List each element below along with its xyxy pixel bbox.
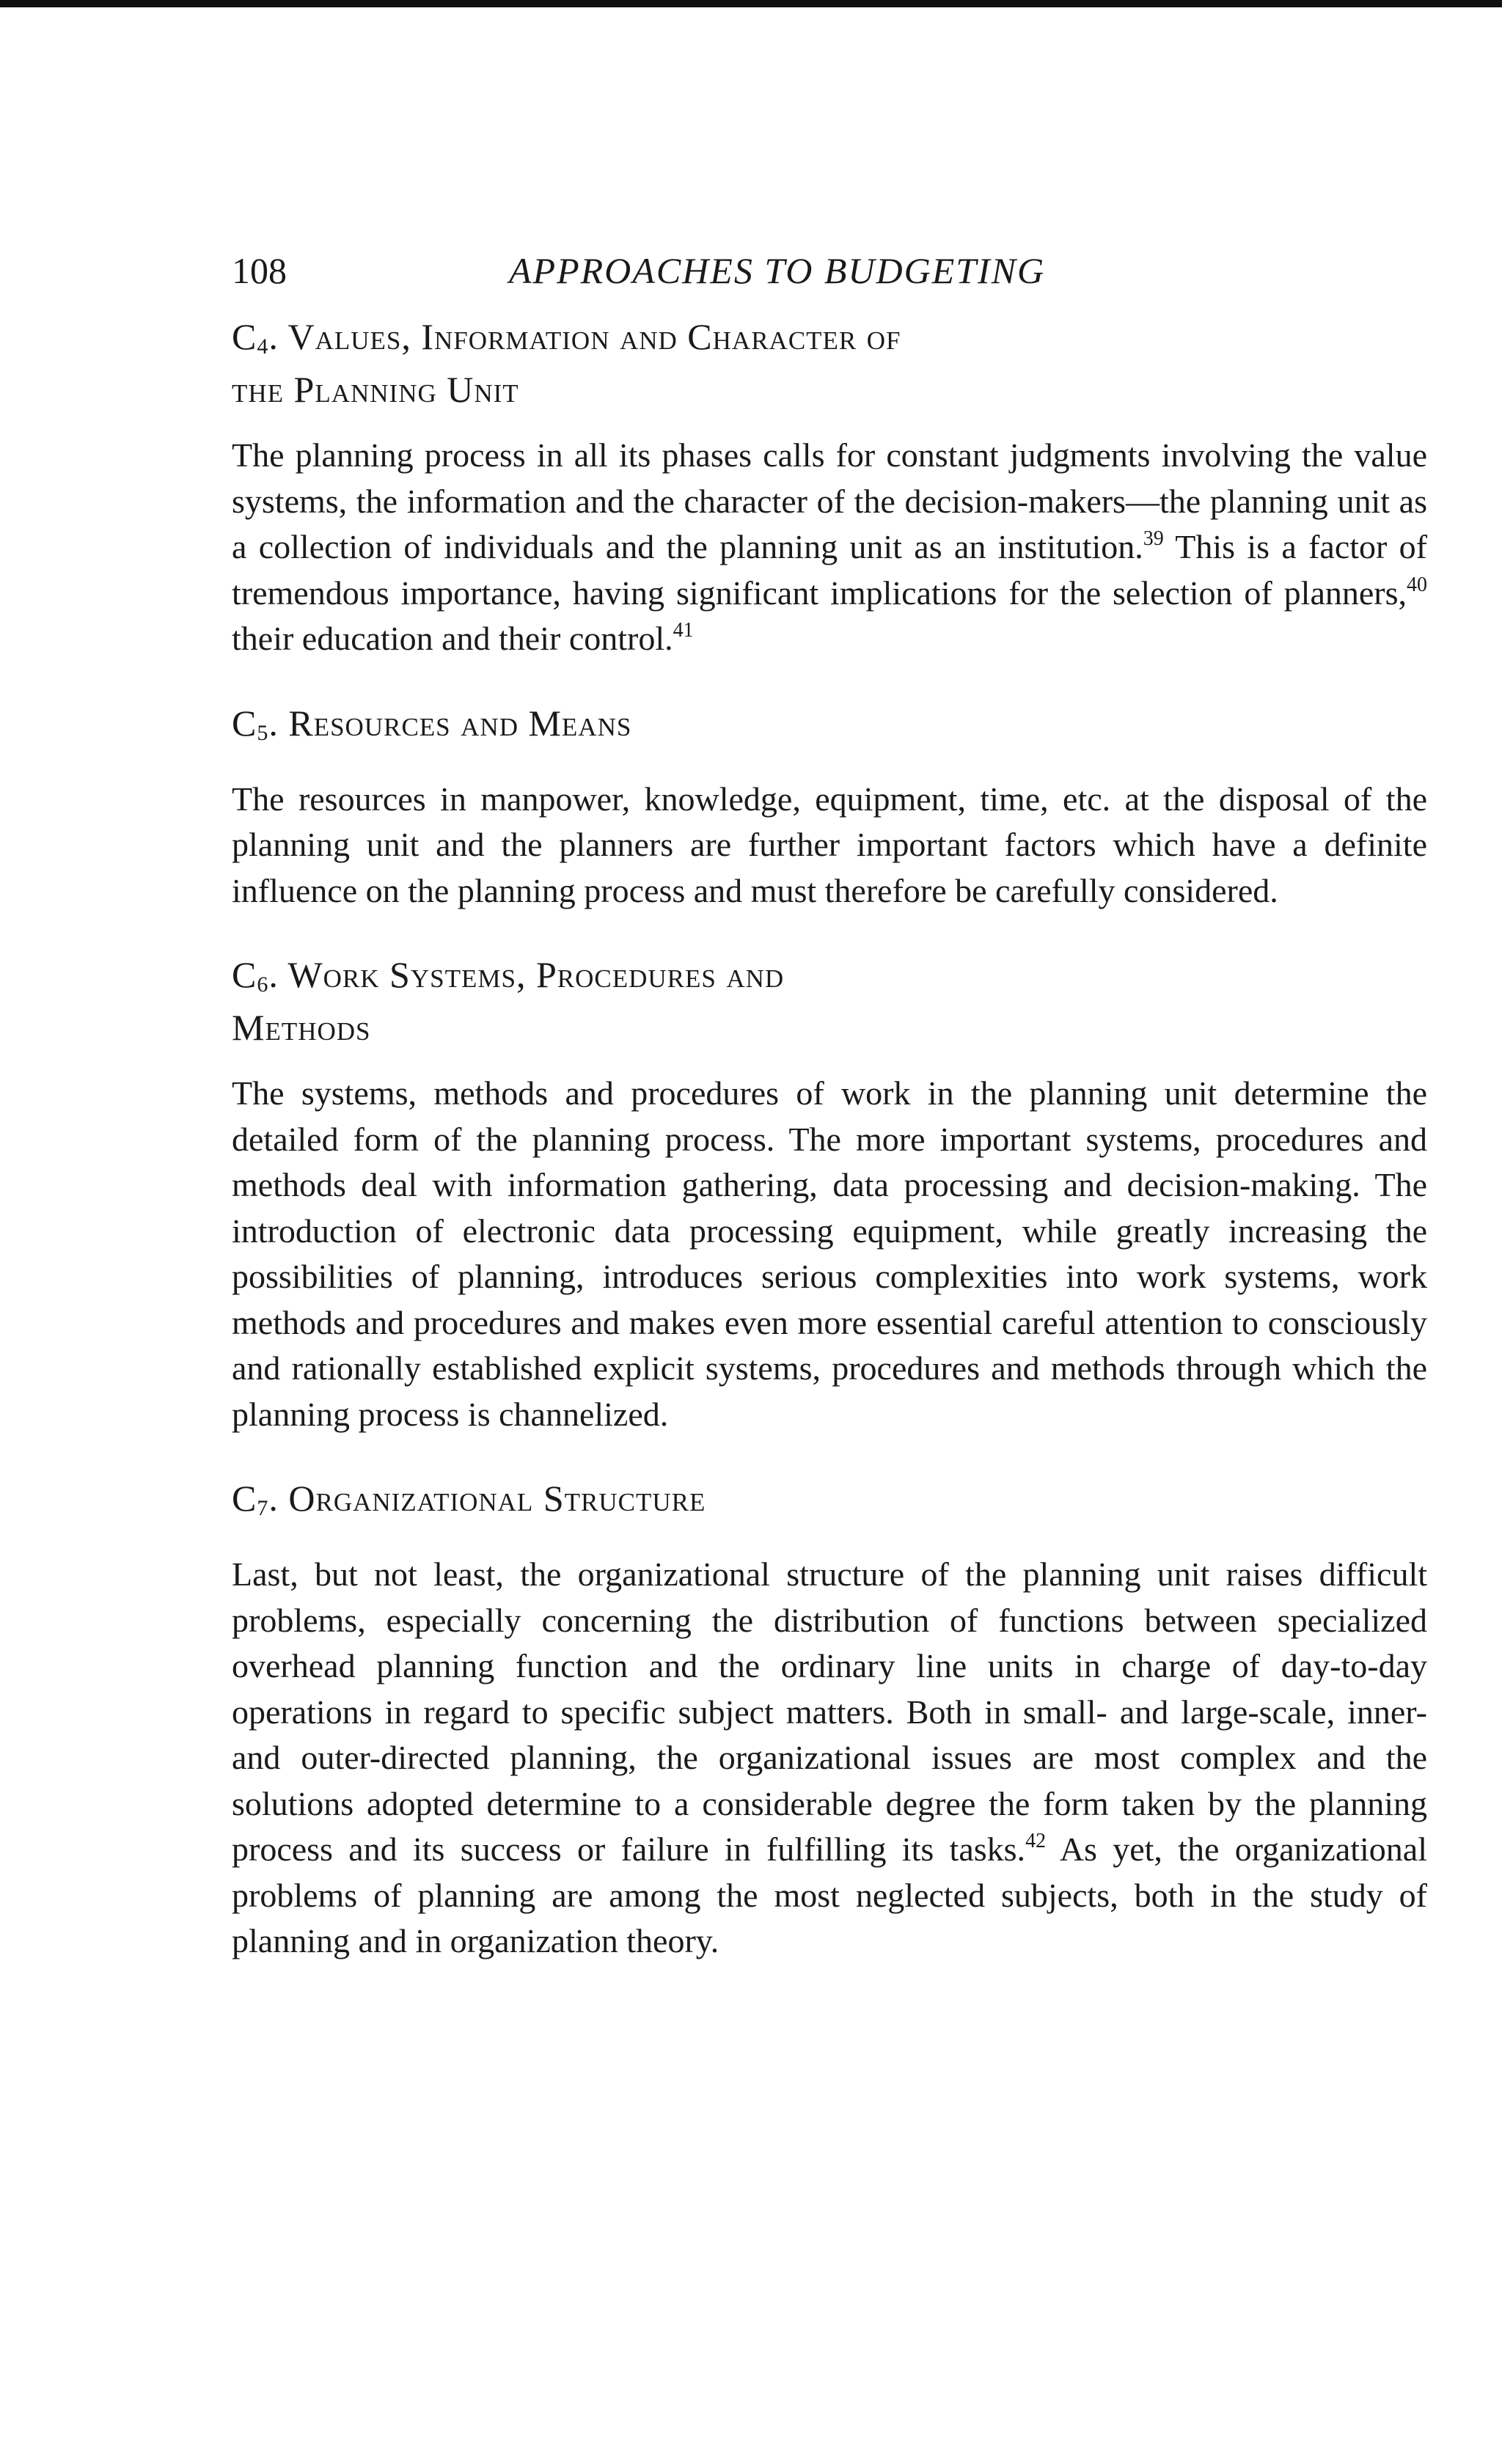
- section-number-c6: $C_6$.: [232, 954, 279, 997]
- footnote-ref-41: 41: [673, 619, 694, 642]
- section-number-c4: $C_4$.: [232, 316, 279, 359]
- section-title-c6-line1: Work Systems, Procedures and: [287, 954, 785, 995]
- section-title-c4-line2: the Planning Unit: [232, 369, 519, 410]
- section-body-c4: The planning process in all its phases calls for constant judgments involving the value systems, the information and the character of the decision-makers—the planning unit as a collection of individuals and the planning unit as an institution.$^{39}$ This is a factor of tremendous importance, having significant implications for the selection of planners,$^{40}$ their education and their control.$^{41}$: [232, 436, 1427, 657]
- section-title-c5: Resources and Means: [288, 702, 632, 744]
- section-heading-c7: [232, 1477, 1427, 1530]
- footnote-ref-40: 40: [1407, 573, 1427, 596]
- section-c4: [232, 315, 1427, 662]
- section-c5: [232, 702, 1427, 914]
- book-page: [232, 242, 1427, 1965]
- top-edge-rule: [0, 0, 1502, 7]
- section-heading-c6: [232, 953, 1427, 1049]
- section-heading-c5: [232, 702, 1427, 755]
- footnote-ref-39: 39: [1143, 527, 1164, 550]
- section-body-c7: Last, but not least, the organizational structure of the planning unit raises difficult problems, especially concerning the distribution of functions between specialized overhead planning function and the ordinary line units in charge of day-to-day operations in regard to specific subject matters. Both in small- and large-scale, inner- and outer-directed planning, the organizational issues are most complex and the solutions adopted determine to a considerable degree the form taken by the planning process and its success or failure in fulfilling its tasks.$^{42}$ As yet, the organizational problems of planning are among the most neglected subjects, both in the study of planning and in organization theory.: [232, 1555, 1427, 1959]
- section-number-c5: $C_5$.: [232, 702, 279, 745]
- section-c7: [232, 1477, 1427, 1965]
- section-title-c4-line1: Values, Information and Character of: [287, 316, 901, 357]
- section-c6: [232, 953, 1427, 1437]
- page-number: 108: [232, 250, 287, 291]
- section-body-c5: The resources in manpower, knowledge, equipment, time, etc. at the disposal of the planning unit and the planners are further important factors which have a definite influence on the planning process and must therefore be carefully considered.: [232, 780, 1427, 909]
- footnote-ref-42: 42: [1025, 1830, 1047, 1852]
- section-title-c7: Organizational Structure: [288, 1478, 706, 1519]
- section-title-c6-line2: Methods: [232, 1007, 371, 1048]
- running-title: APPROACHES TO BUDGETING: [509, 250, 1046, 291]
- section-number-c7: $C_7$.: [232, 1478, 279, 1520]
- section-heading-c4: [232, 315, 1427, 411]
- running-head: [232, 242, 1427, 301]
- section-body-c6: The systems, methods and procedures of work in the planning unit determine the detailed form of the planning process. The more important systems, procedures and methods deal with information gathering, data processing and decision-making. The introduction of electronic data processing equipment, while greatly increasing the possibilities of planning, introduces serious complexities into work systems, work methods and procedures and makes even more essential careful attention to consciously and rationally established explicit systems, procedures and methods through which the planning process is channelized.: [232, 1074, 1427, 1433]
